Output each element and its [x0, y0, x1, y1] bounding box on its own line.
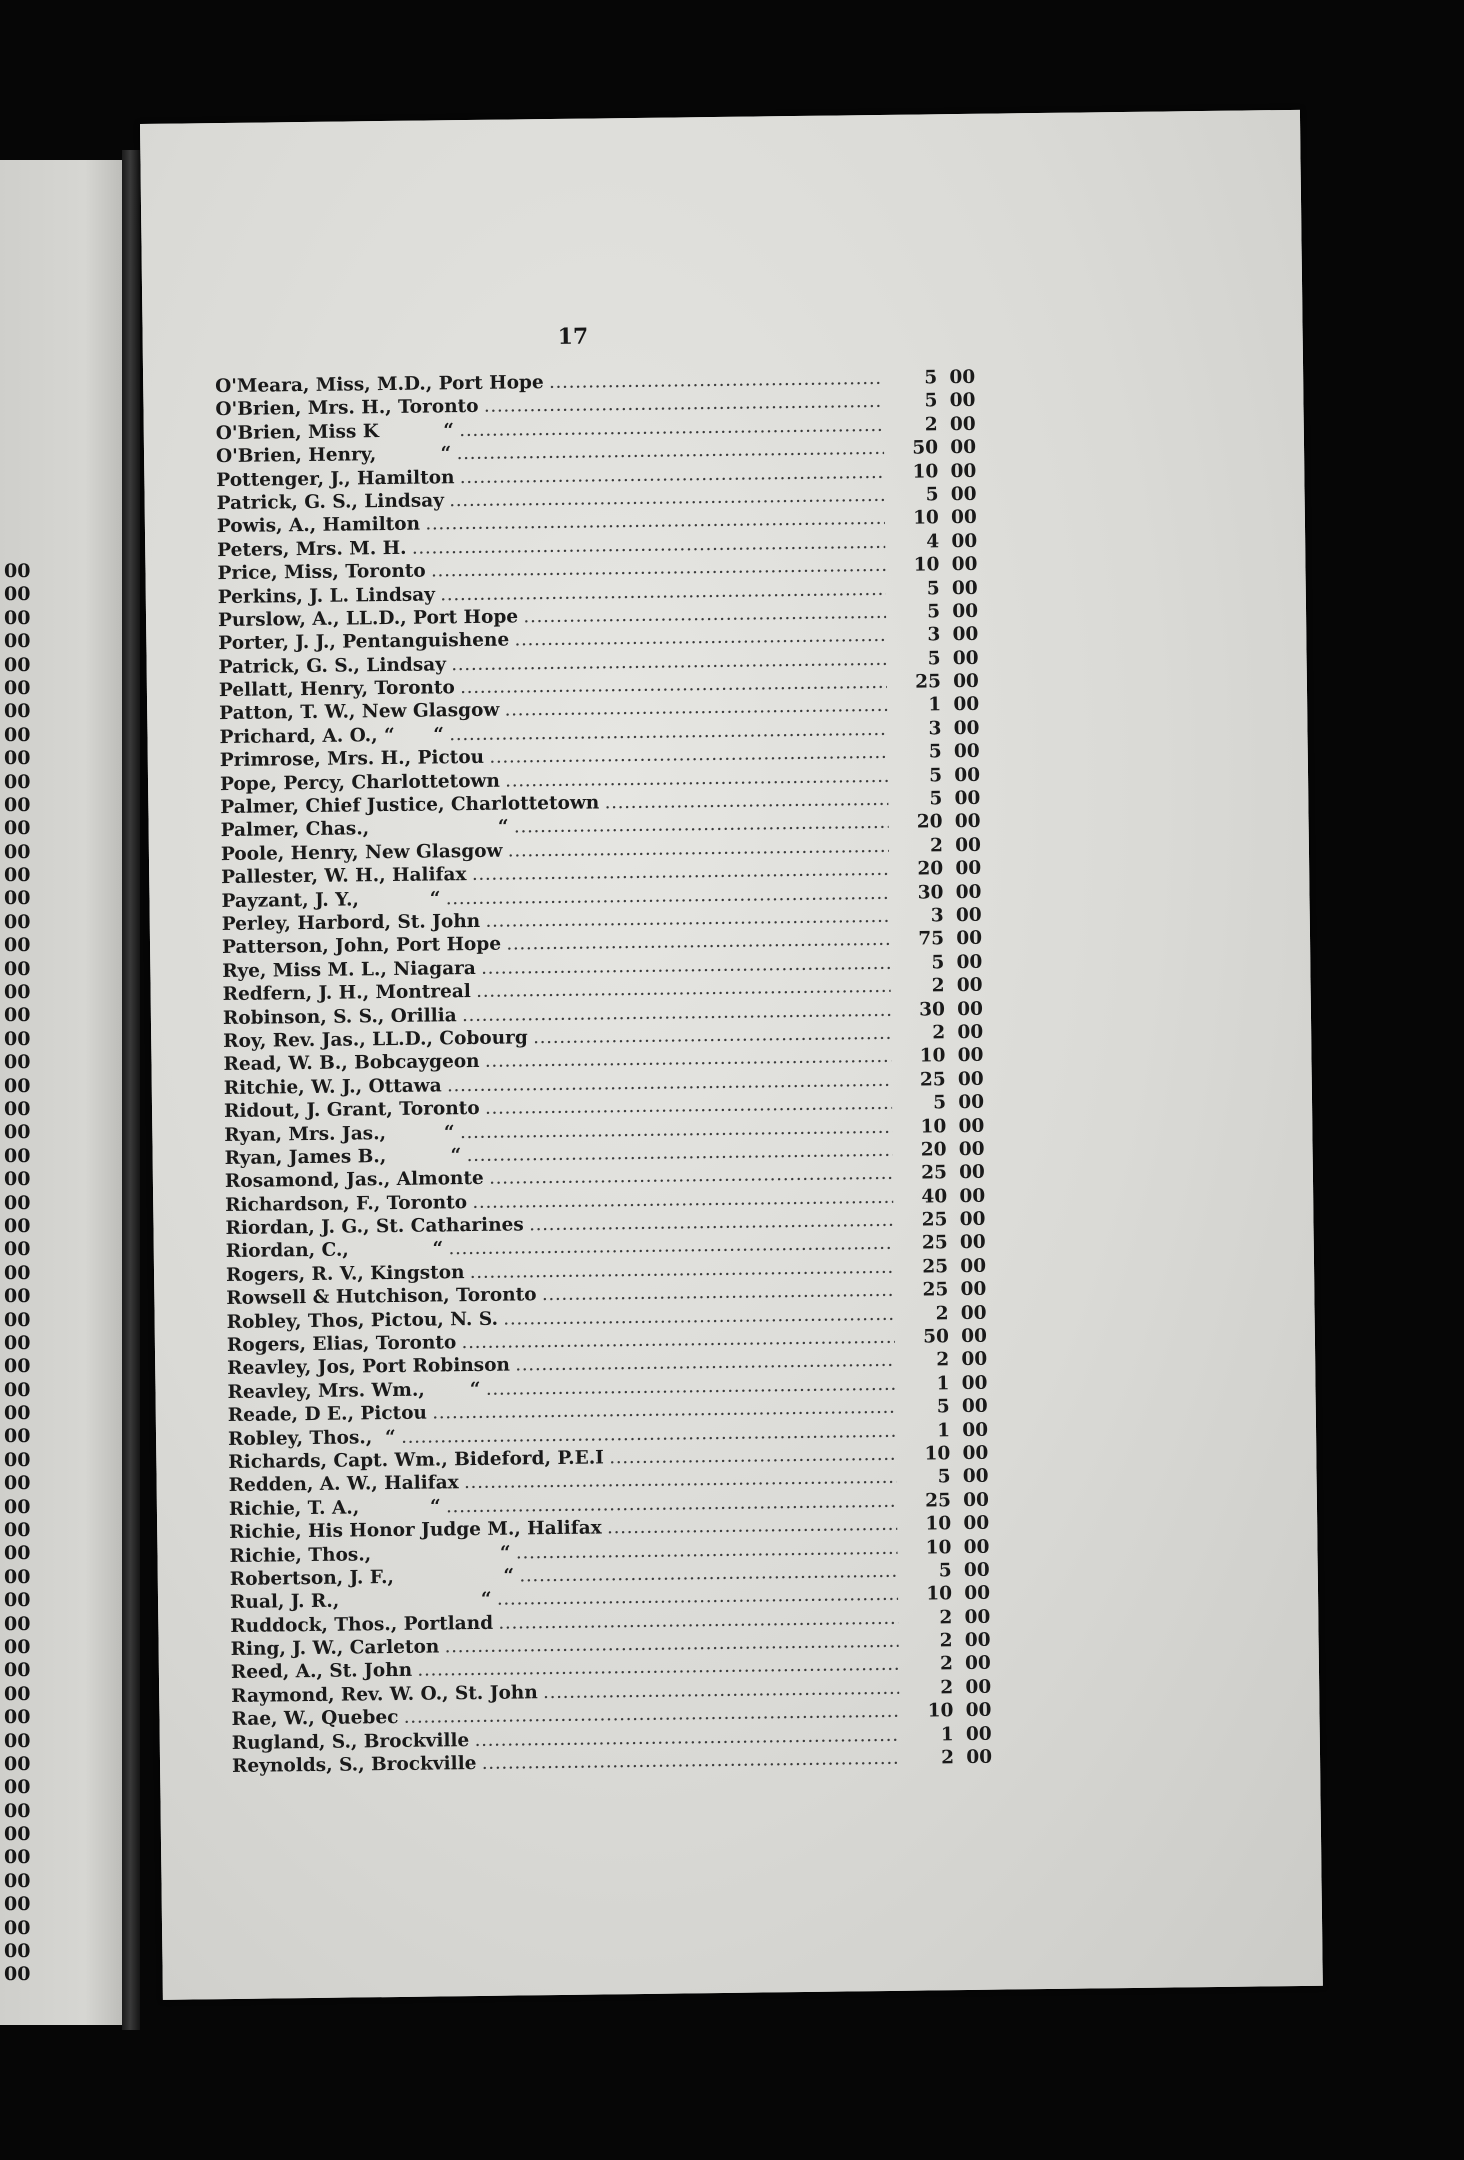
left-page-cents: 00: [4, 1238, 31, 1261]
amount-dollars: 5: [931, 952, 945, 974]
amount-cents: 00: [959, 1232, 986, 1254]
subscriber-name: Pope, Percy, Charlottetown: [219, 770, 500, 795]
amount-dollars: 2: [932, 1022, 946, 1044]
left-page-cents: 00: [4, 840, 31, 863]
left-page-cents: 00: [4, 1799, 31, 1822]
amount-cents: 00: [956, 951, 983, 973]
subscriber-name: Poole, Henry, New Glasgow: [220, 840, 503, 865]
left-page-cents: 00: [4, 1776, 31, 1799]
left-page-cents: 00: [4, 1074, 31, 1097]
subscriber-name: O'Brien, Henry, “: [215, 443, 452, 468]
dot-leader: [610, 1445, 897, 1472]
amount-dollars: 5: [936, 1396, 950, 1418]
left-page-cents: 00: [4, 1823, 31, 1846]
subscriber-name: Robertson, J. F., “: [229, 1565, 515, 1590]
amount-cents: 00: [956, 998, 984, 1020]
subscriber-name: Reynolds, S., Brockville: [231, 1753, 477, 1778]
subscriber-name: Richie, T. A., “: [228, 1496, 441, 1520]
left-page-cents: 00: [4, 606, 31, 629]
subscriber-name: Purslow, A., LL.D., Port Hope: [217, 606, 519, 631]
amount-dollars: 20: [917, 858, 944, 880]
subscriber-name: Price, Miss, Toronto: [217, 560, 426, 585]
amount-dollars: 5: [924, 367, 938, 389]
amount-cents: 00: [952, 670, 980, 693]
amount-cents: 00: [964, 1653, 992, 1675]
left-page-cents: 00: [4, 957, 31, 980]
left-page-cents: 00: [4, 910, 31, 933]
subscriber-name: Ring, J. W., Carleton: [230, 1636, 440, 1661]
amount-cents: 00: [949, 366, 976, 389]
left-page-cents: 00: [4, 1448, 31, 1471]
left-page-cents: 00: [4, 1402, 31, 1425]
amount-cents: 00: [957, 1068, 984, 1090]
amount-dollars: 25: [921, 1232, 948, 1254]
left-page-cents: 00: [4, 723, 31, 746]
amount-cents: 00: [961, 1349, 988, 1371]
left-page-cents: 00: [4, 864, 31, 887]
left-page-cents: 00: [4, 1940, 31, 1963]
amount-dollars: 1: [937, 1419, 951, 1441]
amount-cents: 00: [963, 1536, 990, 1558]
amount-cents: 00: [950, 460, 977, 482]
amount-cents: 00: [959, 1208, 986, 1231]
subscriber-name: Riordan, J. G., St. Catharines: [225, 1214, 524, 1240]
left-page-cents: 00: [4, 583, 31, 606]
left-page-cents: 00: [4, 1659, 31, 1682]
subscriber-name: O'Meara, Miss, M.D., Port Hope: [215, 372, 544, 398]
subscriber-name: Reavley, Mrs. Wm., “: [227, 1378, 481, 1403]
page-number: 17: [557, 323, 589, 350]
amount-cents: 00: [958, 1091, 985, 1114]
left-page-cents: 00: [4, 1519, 31, 1542]
amount-dollars: 10: [913, 554, 940, 576]
left-page-cents: 00: [4, 981, 31, 1004]
amount-cents: 00: [960, 1278, 987, 1301]
subscriber-name: Primrose, Mrs. H., Pictou: [219, 747, 485, 772]
amount-cents: 00: [953, 694, 980, 716]
left-page-cents: 00: [4, 1378, 31, 1401]
amount-dollars: 30: [917, 881, 944, 904]
amount-dollars: 10: [920, 1115, 947, 1138]
dot-leader: [605, 790, 888, 817]
amount-cents: 00: [949, 390, 976, 412]
amount-cents: 00: [956, 928, 983, 950]
subscriber-name: Patrick, G. S., Lindsay: [218, 653, 447, 678]
subscriber-name: Richardson, F., Toronto: [225, 1191, 468, 1216]
amount-dollars: 1: [928, 694, 942, 716]
amount-cents: 00: [958, 1138, 985, 1160]
left-page-cents: 00: [4, 1869, 31, 1892]
amount-cents: 00: [961, 1395, 988, 1418]
subscriber-name: Redden, A. W., Halifax: [228, 1472, 459, 1497]
amount-dollars: 25: [914, 671, 942, 693]
subscriber-name: Patrick, G. S., Lindsay: [216, 490, 445, 515]
amount-dollars: 5: [927, 601, 941, 623]
left-page-cents: 00: [4, 1051, 31, 1074]
amount-cents: 00: [952, 647, 979, 669]
left-page-cents: 00: [4, 1261, 31, 1284]
amount-cents: 00: [955, 857, 982, 880]
amount-dollars: 25: [922, 1279, 949, 1301]
amount-cents: 00: [954, 811, 981, 833]
subscriber-name: Rogers, Elias, Toronto: [226, 1332, 457, 1357]
subscriber-name: Roy, Rev. Jas., LL.D., Cobourg: [223, 1027, 528, 1052]
amount-dollars: 2: [929, 835, 944, 857]
amount-cents: 00: [966, 1746, 993, 1769]
amount-cents: 00: [951, 577, 978, 599]
subscriber-name: Perkins, J. L. Lindsay: [217, 583, 436, 608]
amount-dollars: 4: [926, 531, 940, 553]
subscriber-name: Ryan, James B., “: [224, 1145, 462, 1169]
left-page-cents: 00: [4, 1682, 31, 1705]
subscriber-name: Powis, A., Hamilton: [216, 513, 421, 538]
subscriber-name: Pallester, W. H., Halifax: [221, 864, 467, 889]
left-page-cents: 00: [4, 1097, 31, 1120]
left-page-cents: 00: [4, 1285, 31, 1308]
book-gutter: [122, 150, 140, 2030]
amount-dollars: 10: [912, 460, 939, 483]
amount-dollars: 5: [938, 1560, 952, 1582]
amount-cents: 00: [961, 1372, 988, 1394]
amount-dollars: 25: [925, 1489, 952, 1512]
left-page-cents: 00: [4, 1916, 31, 1939]
amount-dollars: 2: [931, 975, 945, 997]
amount-dollars: 1: [936, 1373, 950, 1395]
subscriber-name: Pellatt, Henry, Toronto: [218, 677, 455, 702]
left-page-cents: 00: [4, 1308, 31, 1331]
left-page-cents: 00: [4, 1121, 31, 1144]
left-page-cents: 00: [4, 1846, 31, 1869]
amount-cents: 00: [954, 834, 982, 856]
amount-dollars: 20: [920, 1139, 947, 1161]
left-page-cents: 00: [4, 1565, 31, 1588]
amount-dollars: 2: [939, 1630, 953, 1652]
left-page-cents: 00: [4, 1963, 31, 1986]
subscriber-name: Patton, T. W., New Glasgow: [219, 700, 500, 725]
amount-dollars: 3: [927, 624, 941, 646]
amount-cents: 00: [965, 1723, 992, 1745]
amount-cents: 00: [952, 600, 979, 623]
amount-dollars: 2: [941, 1747, 955, 1769]
left-page-cents: 00: [4, 560, 31, 582]
amount-dollars: 5: [937, 1466, 951, 1488]
subscriber-name: Patterson, John, Port Hope: [221, 934, 502, 959]
amount-cents: 00: [958, 1162, 986, 1184]
subscriber-name: Ridout, J. Grant, Toronto: [223, 1098, 480, 1123]
subscriber-name: Robley, Thos, Pictou, N. S.: [226, 1308, 499, 1333]
subscriber-name: Rae, W., Quebec: [231, 1707, 399, 1731]
subscriber-name: Rye, Miss M. L., Niagara: [222, 957, 476, 982]
left-page-cents: 00: [4, 747, 31, 770]
amount-cents: 00: [963, 1512, 990, 1535]
subscriber-name: Ruddock, Thos., Portland: [230, 1612, 494, 1637]
amount-dollars: 10: [924, 1443, 951, 1465]
left-page-cents: 00: [4, 1144, 31, 1167]
amount-cents: 00: [962, 1489, 990, 1511]
left-page-cents: 00: [4, 887, 31, 910]
left-page-cents: 00: [4, 1752, 31, 1775]
amount-cents: 00: [964, 1583, 991, 1605]
dot-leader: [482, 1749, 900, 1778]
left-page-cents: 00: [4, 676, 31, 699]
subscriber-name: Palmer, Chief Justice, Charlottetown: [220, 792, 600, 819]
left-page-cents: 00: [4, 1355, 31, 1378]
amount-cents: 00: [951, 553, 978, 576]
amount-cents: 00: [959, 1185, 986, 1207]
left-page-cents: 00: [4, 1331, 31, 1354]
amount-dollars: 25: [922, 1256, 949, 1278]
subscriber-name: Redfern, J. H., Montreal: [222, 981, 471, 1006]
amount-cents: 00: [963, 1559, 990, 1581]
amount-cents: 00: [955, 904, 982, 927]
amount-cents: 00: [950, 507, 977, 529]
left-page-cents: 00: [4, 1472, 31, 1495]
left-page-cents: 00: [4, 1635, 31, 1658]
amount-dollars: 25: [919, 1068, 946, 1091]
amount-dollars: 5: [929, 764, 943, 787]
amount-dollars: 3: [928, 718, 942, 740]
left-page-cents: 00: [4, 1612, 31, 1635]
left-page-cents-column: [4, 560, 30, 1987]
right-page: [140, 110, 1323, 2000]
subscriber-name: Porter, J. J., Pentanguishene: [218, 629, 510, 655]
amount-dollars: 5: [925, 484, 939, 506]
amount-dollars: 2: [936, 1349, 950, 1371]
amount-cents: 00: [949, 413, 976, 435]
left-page-cents: 00: [4, 1168, 31, 1191]
left-page-cents: 00: [4, 1589, 31, 1612]
subscriber-name: Payzant, J. Y., “: [221, 887, 441, 912]
left-page-cents: 00: [4, 1706, 31, 1729]
amount-dollars: 10: [912, 507, 940, 529]
amount-dollars: 2: [939, 1653, 954, 1675]
amount-cents: 00: [956, 974, 983, 997]
subscriber-name: Rugland, S., Brockville: [231, 1729, 470, 1754]
amount-cents: 00: [957, 1045, 984, 1067]
subscriber-name: Richie, Thos., “: [229, 1542, 511, 1567]
subscriber-name: Robley, Thos., “: [227, 1426, 396, 1450]
amount-dollars: 2: [939, 1606, 953, 1629]
subscriber-name: Ritchie, W. J., Ottawa: [223, 1075, 442, 1099]
amount-dollars: 5: [929, 788, 943, 810]
amount-cents: 00: [964, 1629, 991, 1652]
left-page-cents: 00: [4, 1542, 31, 1565]
amount-cents: 00: [965, 1676, 992, 1698]
subscriber-name: Rosamond, Jas., Almonte: [224, 1168, 484, 1193]
amount-dollars: 50: [912, 437, 939, 459]
amount-dollars: 2: [924, 414, 938, 436]
subscriber-name: Perley, Harbord, St. John: [221, 910, 481, 936]
left-page-cents: 00: [4, 770, 31, 793]
amount-cents: 00: [962, 1419, 989, 1441]
amount-cents: 00: [954, 764, 981, 786]
subscriber-name: Reed, A., St. John: [230, 1660, 413, 1684]
amount-dollars: 10: [925, 1536, 952, 1559]
amount-dollars: 5: [927, 647, 941, 670]
subscriber-name: O'Brien, Miss K “: [215, 419, 455, 444]
subscriber-name: Read, W. B., Bobcaygeon: [223, 1051, 480, 1076]
amount-dollars: 2: [940, 1677, 954, 1699]
amount-cents: 00: [958, 1115, 985, 1137]
amount-cents: 00: [952, 624, 979, 646]
amount-cents: 00: [962, 1466, 989, 1488]
amount-dollars: 75: [918, 928, 945, 950]
amount-cents: 00: [950, 483, 977, 506]
amount-dollars: 5: [926, 577, 940, 599]
subscriber-name: Raymond, Rev. W. O., St. John: [231, 1682, 538, 1707]
amount-cents: 00: [960, 1302, 987, 1324]
amount-cents: 00: [957, 1021, 984, 1044]
amount-cents: 00: [965, 1699, 992, 1722]
subscriber-name: Richie, His Honor Judge M., Halifax: [229, 1517, 602, 1544]
amount-dollars: 25: [920, 1162, 948, 1184]
subscriber-name: Rowsell & Hutchison, Toronto: [226, 1284, 537, 1310]
subscriber-name: Pottenger, J., Hamilton: [216, 466, 455, 491]
amount-dollars: 5: [933, 1092, 947, 1114]
subscriber-name: Prichard, A. O., “ “: [219, 724, 445, 748]
amount-cents: 00: [954, 787, 981, 810]
subscriber-name: Rogers, R. V., Kingston: [225, 1261, 465, 1286]
subscriber-name: Reavley, Jos, Port Robinson: [227, 1354, 511, 1380]
subscriber-name: Reade, D E., Pictou: [227, 1402, 428, 1427]
left-page-cents: 00: [4, 1893, 31, 1916]
amount-dollars: 20: [916, 811, 943, 833]
amount-dollars: 5: [928, 741, 942, 763]
left-page: [0, 160, 122, 2025]
amount-cents: 00: [953, 741, 980, 763]
amount-dollars: 50: [922, 1326, 950, 1348]
amount-dollars: 30: [918, 998, 946, 1021]
left-page-cents: 00: [4, 1425, 31, 1448]
amount-cents: 00: [960, 1255, 987, 1277]
amount-dollars: 25: [921, 1209, 948, 1231]
amount-cents: 00: [950, 436, 977, 459]
left-page-cents: 00: [4, 1214, 31, 1237]
left-page-cents: 00: [4, 1027, 31, 1050]
amount-dollars: 5: [924, 390, 938, 412]
subscriber-name: Palmer, Chas., “: [220, 816, 509, 842]
amount-cents: 00: [953, 717, 980, 739]
subscriber-name: Peters, Mrs. M. H.: [217, 537, 407, 561]
amount-cents: 00: [962, 1442, 989, 1465]
left-page-cents: 00: [4, 653, 31, 676]
dot-leader: [608, 1515, 898, 1542]
subscriber-name: Riordan, C., “: [225, 1238, 444, 1263]
subscriber-name: Robinson, S. S., Orillia: [222, 1004, 457, 1029]
left-page-cents: 00: [4, 1729, 31, 1752]
amount-dollars: 10: [919, 1045, 946, 1067]
subscriber-name: Richards, Capt. Wm., Bideford, P.E.I: [228, 1447, 605, 1473]
left-page-cents: 00: [4, 817, 31, 840]
amount-dollars: 10: [925, 1513, 952, 1535]
left-page-cents: 00: [4, 1495, 31, 1518]
subscriber-name: Ryan, Mrs. Jas., “: [224, 1121, 455, 1146]
amount-dollars: 1: [940, 1723, 954, 1745]
subscriber-name: Rual, J. R., “: [229, 1589, 492, 1614]
left-page-cents: 00: [4, 793, 31, 816]
left-page-cents: 00: [4, 1191, 31, 1214]
left-page-cents: 00: [4, 700, 31, 723]
left-page-cents: 00: [4, 1004, 31, 1027]
left-page-cents: 00: [4, 630, 31, 653]
amount-dollars: 10: [926, 1583, 953, 1605]
subscriber-name: O'Brien, Mrs. H., Toronto: [215, 396, 479, 421]
amount-cents: 00: [964, 1606, 991, 1628]
amount-dollars: 10: [927, 1700, 954, 1722]
subscription-list: [215, 366, 992, 1779]
amount-cents: 00: [960, 1325, 988, 1348]
amount-dollars: 2: [935, 1302, 949, 1324]
amount-dollars: 3: [930, 905, 944, 927]
amount-dollars: 40: [921, 1185, 948, 1208]
amount-cents: 00: [955, 881, 982, 903]
amount-cents: 00: [951, 530, 978, 552]
left-page-cents: 00: [4, 934, 31, 957]
